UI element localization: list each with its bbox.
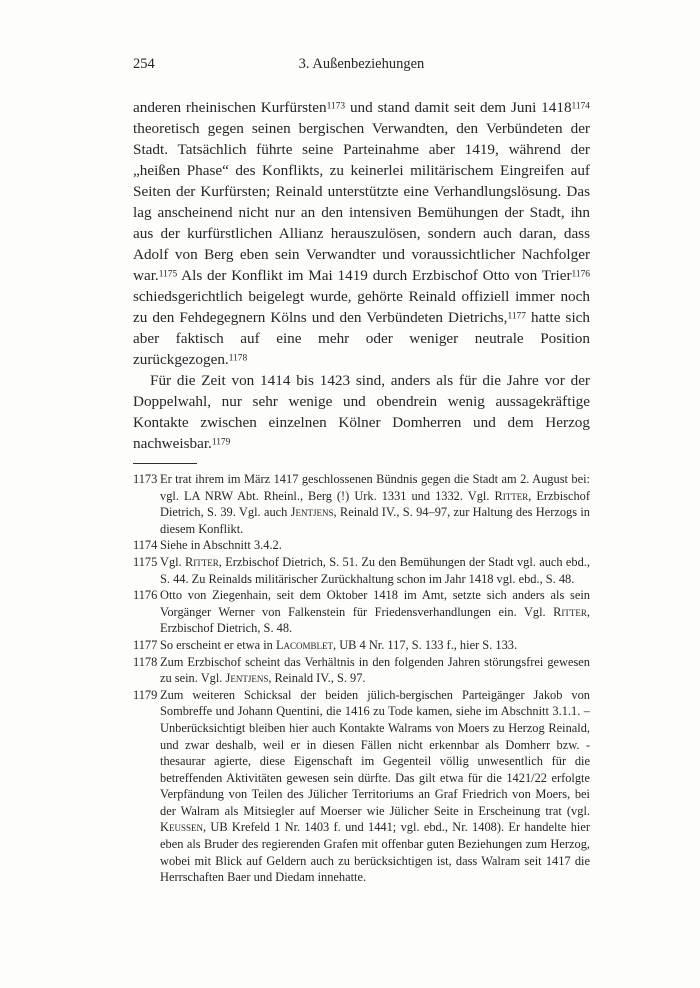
author-name: Lacomblet xyxy=(275,637,334,652)
footnote-text: Er trat ihrem im März 1417 geschlossenen Bündnis gegen die Stadt am 2. August bei: vgl. LA NRW Abt. Rheinl., Berg (!) Urk. 1331 und 1332. Vgl. Ritter, Erzbischof Dietrich, S. 39. Vgl. auch Jentjens, Reinald IV., S. 94–97, zur Haltung des Herzogs in diesem Konflikt. xyxy=(160,472,590,536)
footnote xyxy=(133,554,590,587)
author-name: Ritter xyxy=(185,554,219,569)
running-head: 3. Außenbeziehungen xyxy=(298,56,425,72)
author-name: Jentjens xyxy=(290,505,334,520)
footnote-number: 1176 xyxy=(133,588,158,603)
footnote-number: 1174 xyxy=(133,538,158,553)
footnote-number: 1177 xyxy=(133,637,158,652)
footnote-text: Zum Erzbischof scheint das Verhältnis in den folgenden Jahren störungsfrei gewesen zu sein. Vgl. Jentjens, Reinald IV., S. 97. xyxy=(160,654,590,686)
author-name: Keussen xyxy=(160,820,203,835)
footnote-text: Zum weiteren Schicksal der beiden jülich-bergischen Parteigänger Jakob von Sombreffe und Johann Quentini, die 1416 zu Tode kamen, siehe im Abschnitt 3.1.1. – Unberücksichtigt bleiben hier auch Kontakte Walrams von Moers zu Herzog Reinald, und zwar deshalb, weil er in diesen Fällen nicht erkennbar als Domherr bzw. -thesaurar agierte, diese Eigenschaft im Gegenteil völlig unwesentlich für die betreffenden Aktivitäten gewesen sein dürfte. Das gilt etwa für die 1421/22 erfolgte Verpfändung von Teilen des Jülicher Territoriums an Graf Friedrich von Moers, bei der Walram als Mitsiegler auf Moerser wie Jülicher Seite in Erscheinung trat (vgl. Keussen, UB Krefeld 1 Nr. 1403 f. und 1441; vgl. ebd., Nr. 1408). Er handelte hier eben als Bruder des regierenden Grafen mit offenbar guten Beziehungen zum Herzog, wobei mit Blick auf Geldern auch zu berücksichtigen ist, dass Walram seit 1417 die Herrschaften Baer und Diedam innehatte. xyxy=(160,687,590,885)
author-name: Jentjens xyxy=(225,671,269,686)
footnote-text: Otto von Ziegenhain, seit dem Oktober 1418 im Amt, setzte sich anders als sein Vorgänger Werner von Falkenstein für Friedensverhandlungen ein. Vgl. Ritter, Erzbischof Dietrich, S. 48. xyxy=(160,588,590,636)
footnote-text: Siehe in Abschnitt 3.4.2. xyxy=(160,538,282,553)
footnote-number: 1178 xyxy=(133,654,158,669)
footnote-ref: 1175 xyxy=(158,269,178,280)
footnote-ref: 1179 xyxy=(211,437,231,448)
footnote-ref: 1178 xyxy=(228,353,248,364)
footnote-number: 1173 xyxy=(133,472,158,486)
author-name: Ritter xyxy=(553,604,587,619)
footnote-ref: 1177 xyxy=(507,311,526,322)
page-number: 254 xyxy=(133,56,155,72)
author-name: Ritter xyxy=(494,488,529,503)
footnote xyxy=(133,471,590,537)
footnote-ref: 1174 xyxy=(571,101,591,112)
footnote-separator xyxy=(133,463,197,464)
footnote xyxy=(133,637,590,654)
body-paragraph: Für die Zeit von 1414 bis 1423 sind, anders als für die Jahre vor der Doppelwahl, nur sehr wenige und obendrein wenig aussagekräftige Kontakte zwischen einzelnen Kölner Domherren und dem Herzog nachweisbar.$^{1179}$ xyxy=(133,372,590,452)
footnote-text: So erscheint er etwa in Lacomblet, UB 4 Nr. 117, S. 133 f., hier S. 133. xyxy=(160,637,518,652)
body-paragraph: anderen rheinischen Kurfürsten$^{1173}$ und stand damit seit dem Juni $1418^{1174}$ theoretisch gegen seinen bergischen Verwandten, den Verbündeten der Stadt. Tatsächlich führte seine Parteinahme aber 1419, während der „heißen Phase“ des Konflikts, zu keinerlei militärischem Eingreifen auf Seiten der Kurfürsten; Reinald unterstützte eine Verhandlungslösung. Das lag anscheinend nicht nur an den intensiven Bemühungen der Stadt, ihn aus der kurfürstlichen Allianz herauszulösen, sondern auch daran, dass Adolf von Berg eben sein Verwandter und voraussichtlicher Nachfolger war.$^{1175}$ Als der Konflikt im Mai 1419 durch Erzbischof Otto von Trier$^{1176}$ schiedsgerichtlich beigelegt wurde, gehörte Reinald offiziell immer noch zu den Fehdegegnern Kölns und den Verbündeten Dietrichs,$^{1177}$ hatte sich aber faktisch auf eine mehr oder weniger neutrale Position zurückgezogen.$^{1178}$ xyxy=(133,99,591,368)
footnote xyxy=(133,654,590,687)
footnote-number: 1179 xyxy=(133,687,158,702)
footnote-text: Vgl. Ritter, Erzbischof Dietrich, S. 51. Zu den Bemühungen der Stadt vgl. auch ebd., S. 44. Zu Reinalds militärischer Zurückhaltung schon im Jahr 1418 vgl. ebd., S. 48. xyxy=(160,554,590,586)
page-header xyxy=(133,57,590,72)
footnote-ref: 1176 xyxy=(571,269,590,280)
footnote-number: 1175 xyxy=(133,554,158,569)
footnote-list xyxy=(133,471,590,886)
footnote-ref: 1173 xyxy=(326,101,346,112)
body-text xyxy=(133,97,590,454)
footnote xyxy=(133,537,590,554)
footnote xyxy=(133,587,590,637)
footnote xyxy=(133,687,590,886)
